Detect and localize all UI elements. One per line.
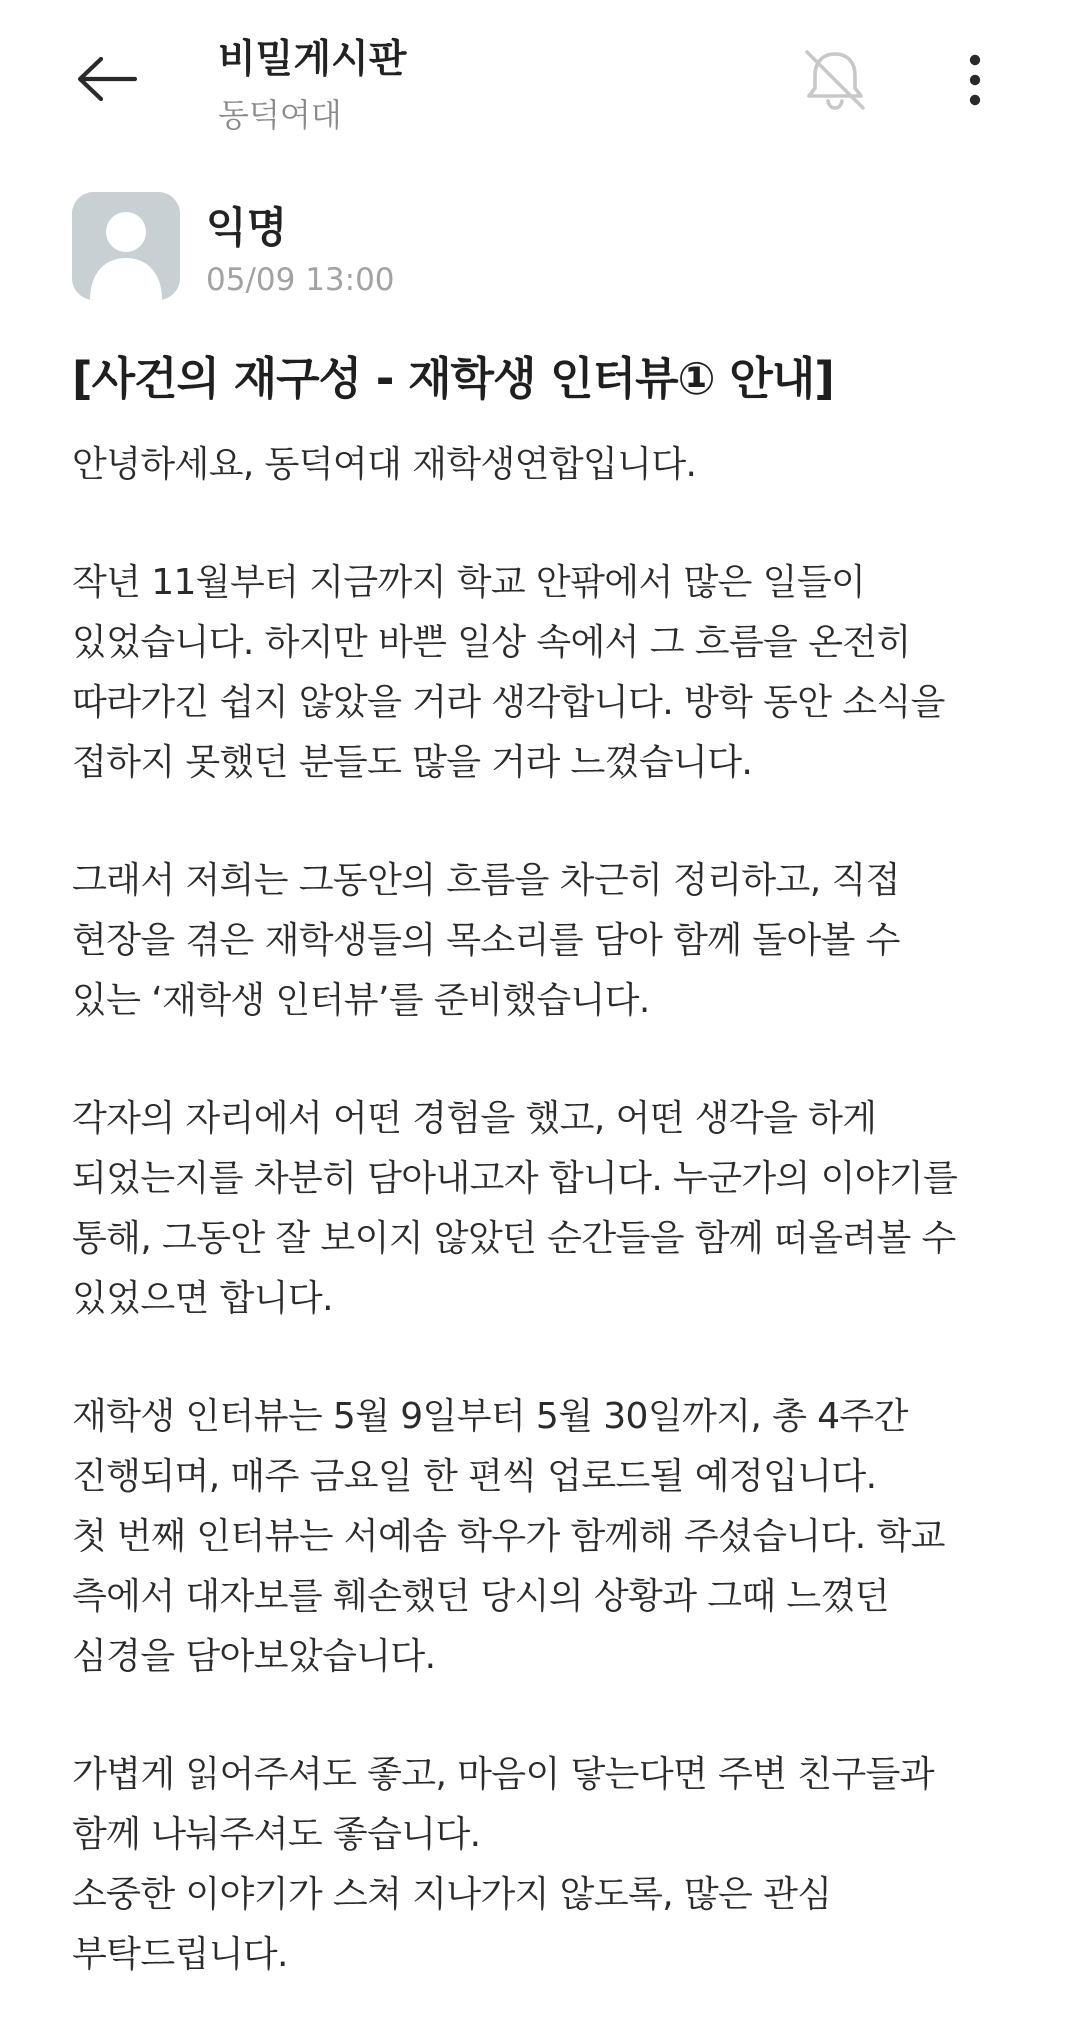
post-title: [사건의 재구성 - 재학생 인터뷰① 안내] bbox=[72, 352, 834, 405]
author-avatar bbox=[72, 192, 180, 300]
anonymous-avatar-icon bbox=[72, 192, 180, 300]
body-line: 있는 ‘재학생 인터뷰’를 준비했습니다. bbox=[72, 980, 650, 1021]
body-line: 측에서 대자보를 훼손했던 당시의 상황과 그때 느꼈던 bbox=[72, 1576, 889, 1617]
body-line: 심경을 담아보았습니다. bbox=[72, 1636, 436, 1677]
body-line: 통해, 그동안 잘 보이지 않았던 순간들을 함께 떠올려볼 수 bbox=[72, 1218, 956, 1259]
body-paragraph-6 bbox=[72, 1745, 1032, 1985]
body-line: 되었는지를 차분히 담아내고자 합니다. 누군가의 이야기를 bbox=[72, 1158, 958, 1199]
body-line: 현장을 겪은 재학생들의 목소리를 담아 함께 돌아볼 수 bbox=[72, 920, 900, 961]
board-title: 비밀게시판 bbox=[218, 37, 407, 82]
body-line: 각자의 자리에서 어떤 경험을 했고, 어떤 생각을 하게 bbox=[72, 1098, 877, 1139]
bell-off-icon bbox=[802, 48, 868, 112]
post-body bbox=[72, 435, 1032, 2043]
body-line: 소중한 이야기가 스쳐 지나가지 않도록, 많은 관심 bbox=[72, 1874, 832, 1915]
body-line: 가볍게 읽어주셔도 좋고, 마음이 닿는다면 주변 친구들과 bbox=[72, 1754, 934, 1795]
body-paragraph-3 bbox=[72, 851, 1032, 1031]
body-paragraph-1 bbox=[72, 435, 1032, 495]
body-line: 있었습니다. 하지만 바쁜 일상 속에서 그 흐름을 온전히 bbox=[72, 622, 911, 663]
body-line: 재학생 인터뷰는 5월 9일부터 5월 30일까지, 총 4주간 bbox=[72, 1396, 908, 1437]
author-name: 익명 bbox=[206, 203, 288, 252]
more-vertical-icon bbox=[968, 53, 982, 107]
body-paragraph-2 bbox=[72, 553, 1032, 793]
app-header bbox=[0, 0, 1080, 170]
body-paragraph-5 bbox=[72, 1387, 1032, 1687]
body-line: 부탁드립니다. bbox=[72, 1934, 288, 1975]
post-timestamp: 05/09 13:00 bbox=[206, 262, 395, 298]
body-line: 진행되며, 매주 금요일 한 편씩 업로드될 예정입니다. bbox=[72, 1456, 877, 1497]
more-options-button[interactable] bbox=[940, 40, 1010, 120]
arrow-left-icon bbox=[77, 57, 137, 101]
body-line: 따라가긴 쉽지 않았을 거라 생각합니다. 방학 동안 소식을 bbox=[72, 682, 945, 723]
body-line: 작년 11월부터 지금까지 학교 안팎에서 많은 일들이 bbox=[72, 562, 866, 603]
body-line: 그래서 저희는 그동안의 흐름을 차근히 정리하고, 직접 bbox=[72, 860, 900, 901]
back-button[interactable] bbox=[62, 40, 152, 118]
body-line: 안녕하세요, 동덕여대 재학생연합입니다. bbox=[72, 444, 697, 485]
body-line: 있었으면 합니다. bbox=[72, 1278, 333, 1319]
body-line: 함께 나눠주셔도 좋습니다. bbox=[72, 1814, 481, 1855]
board-school-name: 동덕여대 bbox=[218, 96, 342, 134]
notification-toggle-button[interactable] bbox=[790, 40, 880, 120]
body-line: 접하지 못했던 분들도 많을 거라 느꼈습니다. bbox=[72, 742, 753, 783]
body-line: 첫 번째 인터뷰는 서예솜 학우가 함께해 주셨습니다. 학교 bbox=[72, 1516, 945, 1557]
body-paragraph-4 bbox=[72, 1089, 1032, 1329]
